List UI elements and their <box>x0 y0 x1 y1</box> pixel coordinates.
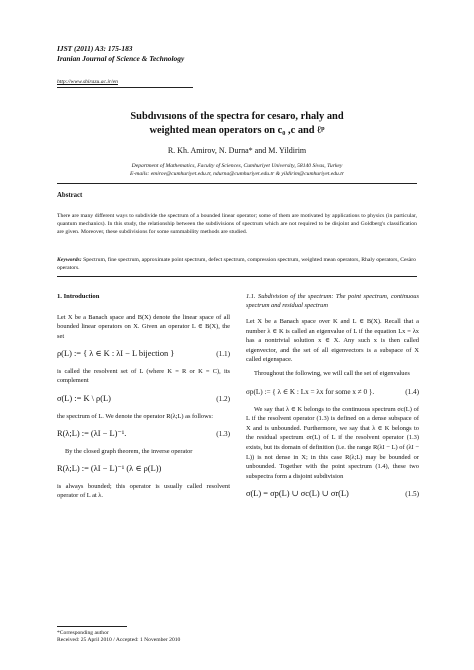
equation-number: (1.4) <box>405 387 419 396</box>
equation-number: (1.3) <box>216 429 230 438</box>
paragraph: is called the resolvent set of L (where K = R or K = C), its complement <box>57 367 230 385</box>
section-heading-introduction: 1. Introduction <box>57 293 100 300</box>
journal-citation: IJST (2011) A3: 175-183 <box>57 44 133 53</box>
journal-name: Iranian Journal of Science & Technology <box>57 54 185 63</box>
abstract-top-divider <box>57 183 417 184</box>
equation-number: (1.5) <box>405 489 419 498</box>
header-divider <box>57 87 193 88</box>
equation-body: σp(L) := { λ ∈ K : Lx = λx for some x ≠ 0 }. <box>246 387 375 396</box>
equation-1-5 <box>246 486 419 502</box>
equation-body: R(λ;L) := (λI − L)⁻¹ (λ ∈ ρ(L)) <box>57 463 162 473</box>
keywords <box>57 256 417 272</box>
equation-1-4 <box>246 384 419 400</box>
footnote-divider <box>57 626 127 627</box>
equation-resolvent <box>57 461 230 477</box>
right-column <box>246 292 419 507</box>
paragraph: By the closed graph theorem, the inverse operator <box>65 447 193 455</box>
subsection-heading: 1.1. Subdivision of the spectrum: The point spectrum, continuous spectrum and residual spectrum <box>246 293 419 309</box>
equation-body: σ(L) = σp(L) ∪ σc(L) ∪ σr(L) <box>246 488 349 498</box>
footnote-dates: Received: 25 April 2010 / Accepted: 1 November 2010 <box>57 637 181 643</box>
equation-body: σ(L) := K \ ρ(L) <box>57 393 111 403</box>
abstract-bottom-divider <box>57 276 417 277</box>
equation-1-1 <box>57 346 230 362</box>
paper-title-line-2: weighted mean operators on c₀ ,c and ℓᵖ <box>149 125 325 136</box>
author-emails: E-mails: emirov@cumhuriyet.edu.tr, ndurna@cumhuriyet.edu.tr & yildirim@cumhuriyet.edu.tr <box>130 171 344 177</box>
paragraph: the spectrum of L. We denote the operator R(λ;L) as follows: <box>57 412 213 420</box>
equation-1-3 <box>57 426 230 442</box>
equation-1-2 <box>57 391 230 407</box>
paragraph: is always bounded; this operator is usually called resolvent operator of L at λ. <box>57 482 230 500</box>
equation-number: (1.1) <box>216 349 230 358</box>
journal-url-link[interactable]: http://www.shirazu.ac.ir/en <box>57 79 118 85</box>
keywords-label: Keywords: <box>57 257 82 263</box>
affiliation: Department of Mathematics, Faculty of Sciences, Cumhuriyet University, 58140 Sivas, Turkey <box>131 163 343 169</box>
paragraph: We say that λ ∈ K belongs to the continuous spectrum σc(L) of L if the resolvent operator (1.3) is defined on a dense subspace of X and is unbounded. Furthermore, we say that λ ∈ K belongs to the residual spectrum σr(L) of L if the resolvent operator (1.3) exists, but its domain of definition (i.e. the range R(λI − L) of (λI − L)) is not dense in X; in this case R(λ;L) may be bounded or unbounded. Together with the point spectrum (1.4), these two subspectra form a disjoint subdivision <box>246 405 419 480</box>
author-list: R. Kh. Amirov, N. Durna* and M. Yildirim <box>167 146 307 155</box>
paper-title-line-1: Subdıvısıons of the spectra for cesaro, rhaly and <box>130 111 344 122</box>
abstract-text: There are many different ways to subdivide the spectrum of a bounded linear operator; some of them are motivated by applications to physics (in particular, quantum mechanics). In this study, the relationship between the subdivisions of spectrum which are not required to be disjoint and Goldberg's classification are given. Moreover, these subdivisions for some summability methods are studied. <box>57 213 417 236</box>
equation-body: R(λ;L) := (λI − L)⁻¹. <box>57 428 127 438</box>
footnote-corresponding-author: *Corresponding author <box>57 630 109 636</box>
equation-number: (1.2) <box>216 394 230 403</box>
abstract-heading: Abstract <box>57 192 83 199</box>
equation-body: ρ(L) := { λ ∈ K : λI − L bijection } <box>57 348 175 358</box>
keywords-list: Spectrum, fine spectrum, approximate point spectrum, defect spectrum, compression spectrum, weighted mean operators, Rhaly operators, Cesàro operators. <box>57 257 417 272</box>
left-column <box>57 292 230 505</box>
paragraph: Throughout the following, we will call the set of eigenvalues <box>254 370 410 378</box>
paragraph: Let X be a Banach space over K and L ∈ B(X). Recall that a number λ ∈ K is called an eigenvalue of L if the equation Lx = λx has a nontrivial solution x ∈ X. Any such x is then called eigenvector, and the set of all eigenvectors is a subspace of X called eigenspace. <box>246 318 419 364</box>
paragraph: Let X be a Banach space and B(X) denote the linear space of all bounded linear operators on X. Given an operator L ∈ B(X), the set <box>57 313 230 340</box>
